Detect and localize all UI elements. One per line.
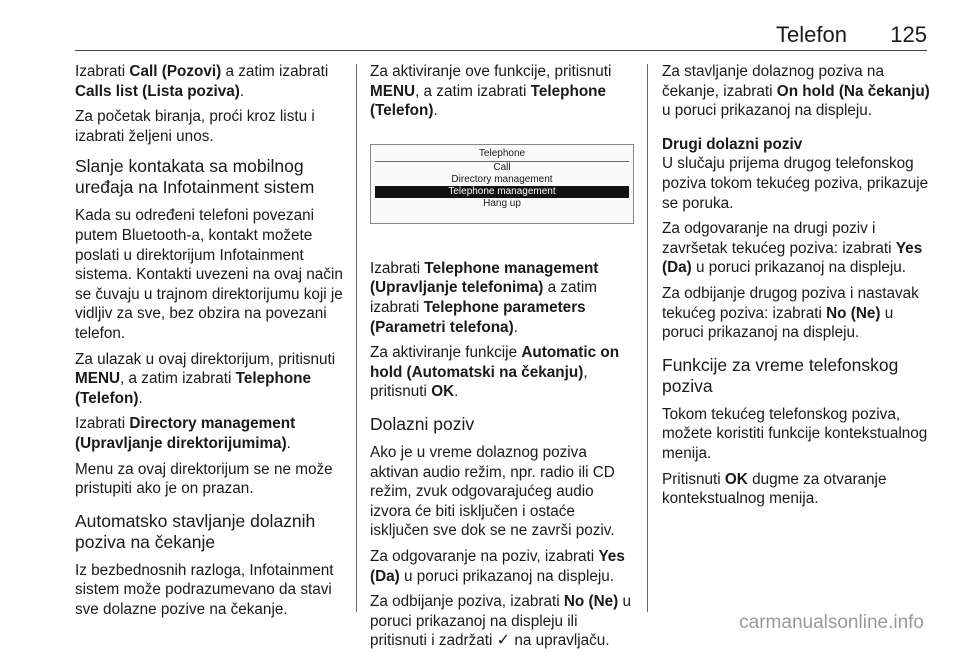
section-heading: Dolazni poziv bbox=[370, 413, 475, 434]
paragraph: Za odgovaranje na drugi poziv i završetak tekućeg poziva: izabrati Yes (Da) u poruci prikazanoj na displeju. bbox=[662, 220, 923, 277]
paragraph: Iz bezbednosnih razloga, Infotainment sistem može podrazumevano da stavi sve dolazne pozive na čekanje. bbox=[75, 561, 334, 618]
column-3 bbox=[662, 62, 932, 515]
paragraph: Pritisnuti OK dugme za otvaranje kontekstualnog menija. bbox=[662, 470, 887, 508]
column-1 bbox=[75, 62, 343, 625]
screen-menu-item: Hang up bbox=[483, 197, 521, 209]
header-divider bbox=[75, 50, 927, 51]
screen-title: Telephone bbox=[375, 147, 629, 162]
section-heading: Funkcije za vreme telefonskog poziva bbox=[662, 354, 899, 396]
paragraph: Za početak biranja, proći kroz listu i izabrati željeni unos. bbox=[75, 108, 315, 145]
paragraph: Ako je u vreme dolaznog poziva aktivan audio režim, npr. radio ili CD režim, zvuk odgovarajućeg audio izvora će biti isključen i ostaće isključen sve dok se ne završi poziv. bbox=[370, 443, 615, 540]
column-divider-2 bbox=[647, 64, 648, 612]
subheading: Drugi dolazni poziv bbox=[662, 135, 803, 153]
page-number: 125 bbox=[890, 22, 927, 47]
paragraph: Izabrati Directory management (Upravljanje direktorijumima). bbox=[75, 415, 296, 452]
screen-menu-item: Directory management bbox=[451, 173, 553, 185]
paragraph: Izabrati Telephone management (Upravljanje telefonima) a zatim izabrati Telephone parameters (Parametri telefona). bbox=[370, 259, 599, 336]
paragraph: Za aktiviranje ove funkcije, pritisnuti MENU, a zatim izabrati Telephone (Telefon). bbox=[370, 63, 612, 120]
column-divider-1 bbox=[356, 64, 357, 612]
paragraph: Za ulazak u ovaj direktorijum, pritisnuti MENU, a zatim izabrati Telephone (Telefon). bbox=[75, 350, 336, 407]
paragraph: Menu za ovaj direktorijum se ne može pristupiti ako je on prazan. bbox=[75, 460, 333, 498]
section-heading: Slanje kontakata sa mobilnog uređaja na Infotainment sistem bbox=[75, 156, 315, 198]
page-header bbox=[0, 0, 960, 48]
display-screenshot-figure bbox=[370, 141, 632, 237]
section-heading: Automatsko stavljanje dolaznih poziva na čekanje bbox=[75, 510, 316, 552]
paragraph: Izabrati Call (Pozovi) a zatim izabrati Calls list (Lista poziva). bbox=[75, 63, 329, 100]
paragraph: Tokom tekućeg telefonskog poziva, možete koristiti funkcije kontekstualnog menija. bbox=[662, 405, 928, 462]
screen-menu-item-selected: Telephone management bbox=[375, 186, 629, 198]
column-2 bbox=[370, 62, 632, 657]
page-title: Telefon bbox=[776, 22, 847, 47]
watermark: carmanualsonline.info bbox=[739, 612, 924, 633]
paragraph: Za aktiviranje funkcije Automatic on hold (Automatski na čekanju), pritisnuti OK. bbox=[370, 344, 620, 401]
paragraph: Za odbijanje poziva, izabrati No (Ne) u poruci prikazanoj na displeju ili pritisnuti i zadržati ✓ na upravljaču. bbox=[370, 593, 632, 650]
paragraph: Kada su određeni telefoni povezani putem Bluetooth-a, kontakt možete poslati u direktorijum Infotainment sistema. Kontakti uvezeni na ovaj način se čuvaju u trajnom direktorijumu koji je vidljiv za sve, bez obzira na povezani telefon. bbox=[75, 207, 343, 342]
screen-menu-item: Call bbox=[493, 161, 511, 173]
paragraph: U slučaju prijema drugog telefonskog poziva tokom tekućeg poziva, prikazuje se poruka. bbox=[662, 155, 929, 212]
paragraph: Za odgovaranje na poziv, izabrati Yes (Da) u poruci prikazanoj na displeju. bbox=[370, 547, 625, 585]
paragraph: Za odbijanje drugog poziva i nastavak tekućeg poziva: izabrati No (Ne) u poruci prikazanoj na displeju. bbox=[662, 284, 919, 342]
checkmark-icon: ✓ bbox=[496, 632, 511, 650]
telephone-menu-screen bbox=[370, 144, 634, 224]
paragraph: Za stavljanje dolaznog poziva na čekanje, izabrati On hold (Na čekanju) u poruci prikazanoj na displeju. bbox=[662, 63, 930, 120]
